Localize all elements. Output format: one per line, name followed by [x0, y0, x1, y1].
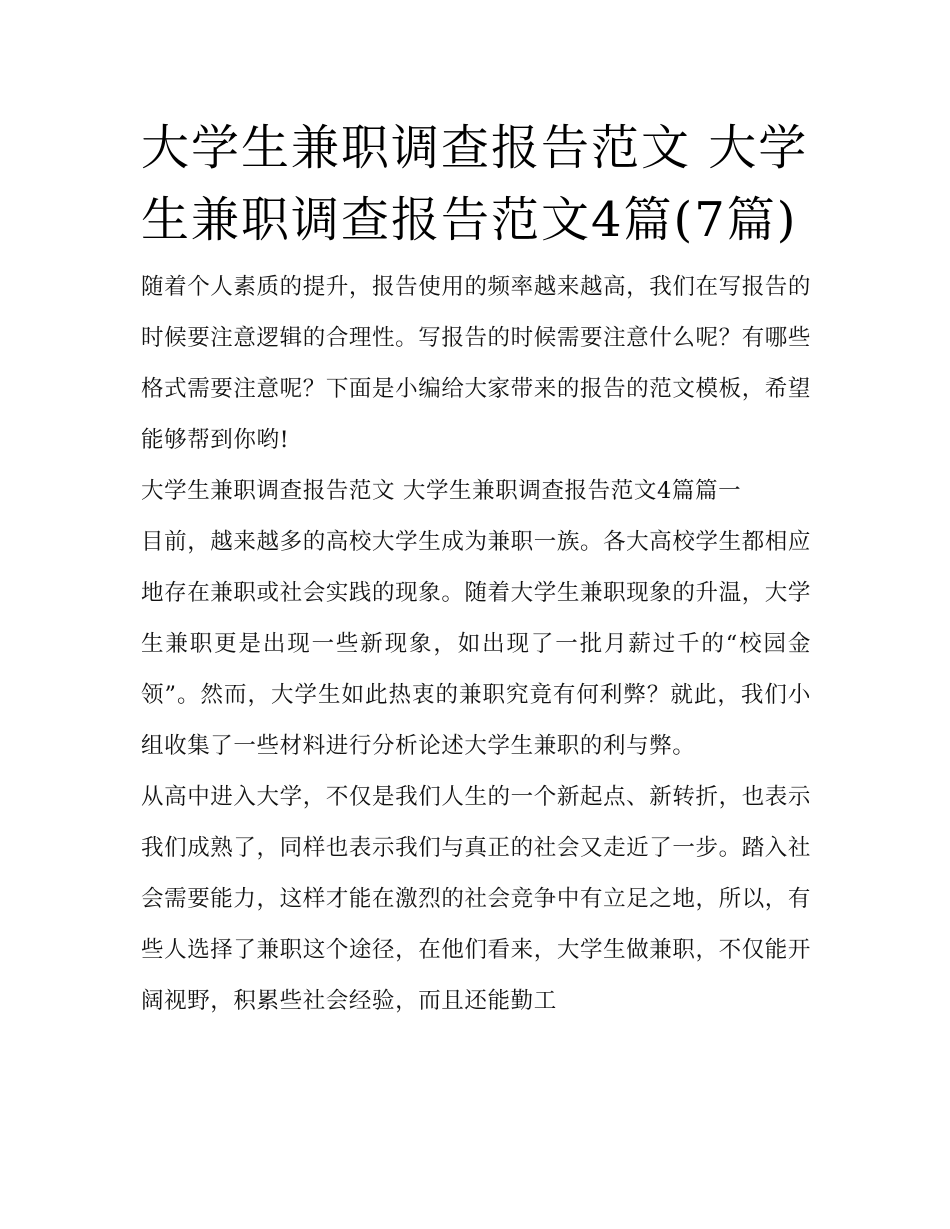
body-paragraph: 目前，越来越多的高校大学生成为兼职一族。各大高校学生都相应地存在兼职或社会实践的现象。随着大学生兼职现象的升温，大学生兼职更是出现一些新现象，如出现了一批月薪过千的“校园金领”。然而，大学生如此热衷的兼职究竟有何利弊？就此，我们小组收集了一些材料进行分析论述大学生兼职的利与弊。 — [141, 529, 811, 759]
intro-paragraph: 随着个人素质的提升，报告使用的频率越来越高，我们在写报告的时候要注意逻辑的合理性。写报告的时候需要注意什么呢？有哪些格式需要注意呢？下面是小编给大家带来的报告的范文模板，希望能够帮到你哟! — [141, 274, 811, 453]
body-paragraph: 从高中进入大学，不仅是我们人生的一个新起点、新转折，也表示我们成熟了，同样也表示我们与真正的社会又走近了一步。踏入社会需要能力，这样才能在激烈的社会竞争中有立足之地，所以，有些人选择了兼职这个途径，在他们看来，大学生做兼职，不仅能开阔视野，积累些社会经验，而且还能勤工 — [141, 784, 811, 1014]
document-body — [141, 112, 811, 1027]
section-heading: 大学生兼职调查报告范文 大学生兼职调查报告范文4篇篇一 — [141, 478, 742, 504]
document-title: 大学生兼职调查报告范文 大学生兼职调查报告范文4篇(7篇) — [141, 120, 809, 248]
